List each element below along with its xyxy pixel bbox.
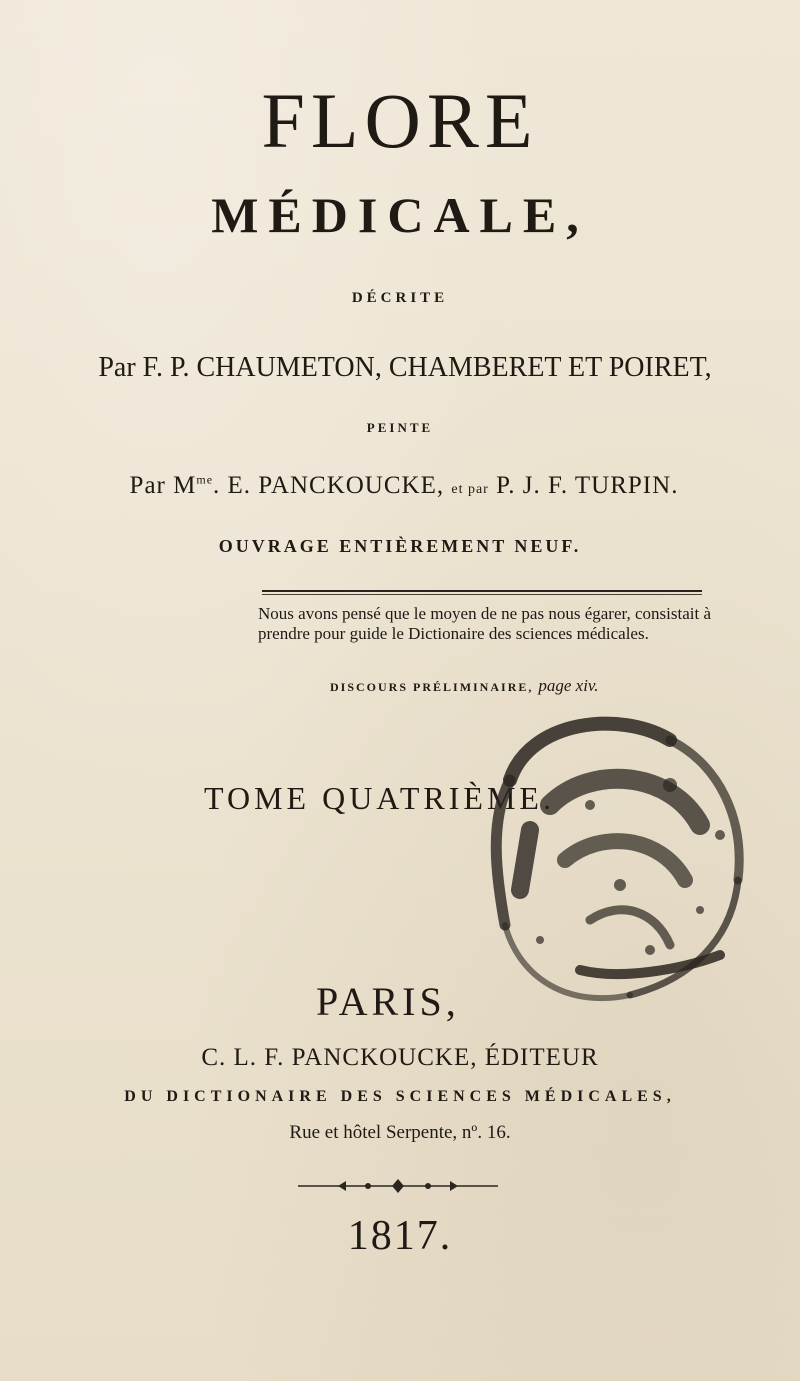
painters-name-1: . E. PANCKOUCKE, bbox=[213, 472, 445, 499]
painters-joiner: et par bbox=[451, 482, 489, 497]
publisher-name: C. L. F. PANCKOUCKE, ÉDITEUR bbox=[201, 1044, 599, 1071]
epigraph-page-ref: page xiv. bbox=[538, 676, 599, 695]
painters-line bbox=[0, 472, 800, 500]
painted-label: PEINTE bbox=[366, 420, 434, 435]
painters-name-2: P. J. F. TURPIN. bbox=[496, 472, 679, 499]
authors-names: F. P. CHAUMETON, CHAMBERET ET POIRET, bbox=[142, 352, 712, 383]
ornament-divider-icon bbox=[298, 1178, 498, 1194]
epigraph-source-label: DISCOURS PRÉLIMINAIRE, bbox=[330, 680, 534, 694]
epigraph-text: Nous avons pensé que le moyen de ne pas nous égarer, consistait à prendre pour guide le Dictionaire des sciences médicales. bbox=[258, 604, 711, 643]
described-label: DÉCRITE bbox=[351, 290, 449, 306]
publisher-address: Rue et hôtel Serpente, nº. 16. bbox=[289, 1122, 511, 1143]
divider-rule-thin bbox=[262, 594, 702, 595]
work-note: OUVRAGE ENTIÈREMENT NEUF. bbox=[218, 536, 582, 556]
authors-prefix: Par bbox=[98, 352, 136, 383]
epigraph-source bbox=[330, 676, 598, 696]
painters-title-sup: me bbox=[196, 472, 214, 487]
library-stamp-icon bbox=[470, 710, 760, 1030]
painters-prefix: Par bbox=[129, 472, 166, 499]
authors-line bbox=[0, 352, 800, 384]
title-line-flore: FLORE bbox=[261, 77, 539, 164]
volume-label: TOME QUATRIÈME. bbox=[204, 780, 555, 816]
divider-rule bbox=[262, 590, 702, 592]
title-line-medicale: MÉDICALE, bbox=[211, 187, 589, 243]
publisher-detail: DU DICTIONAIRE DES SCIENCES MÉDICALES, bbox=[124, 1088, 676, 1105]
city-label: PARIS, bbox=[316, 979, 460, 1024]
painters-title: M bbox=[173, 472, 197, 499]
publication-year: 1817. bbox=[347, 1213, 453, 1259]
